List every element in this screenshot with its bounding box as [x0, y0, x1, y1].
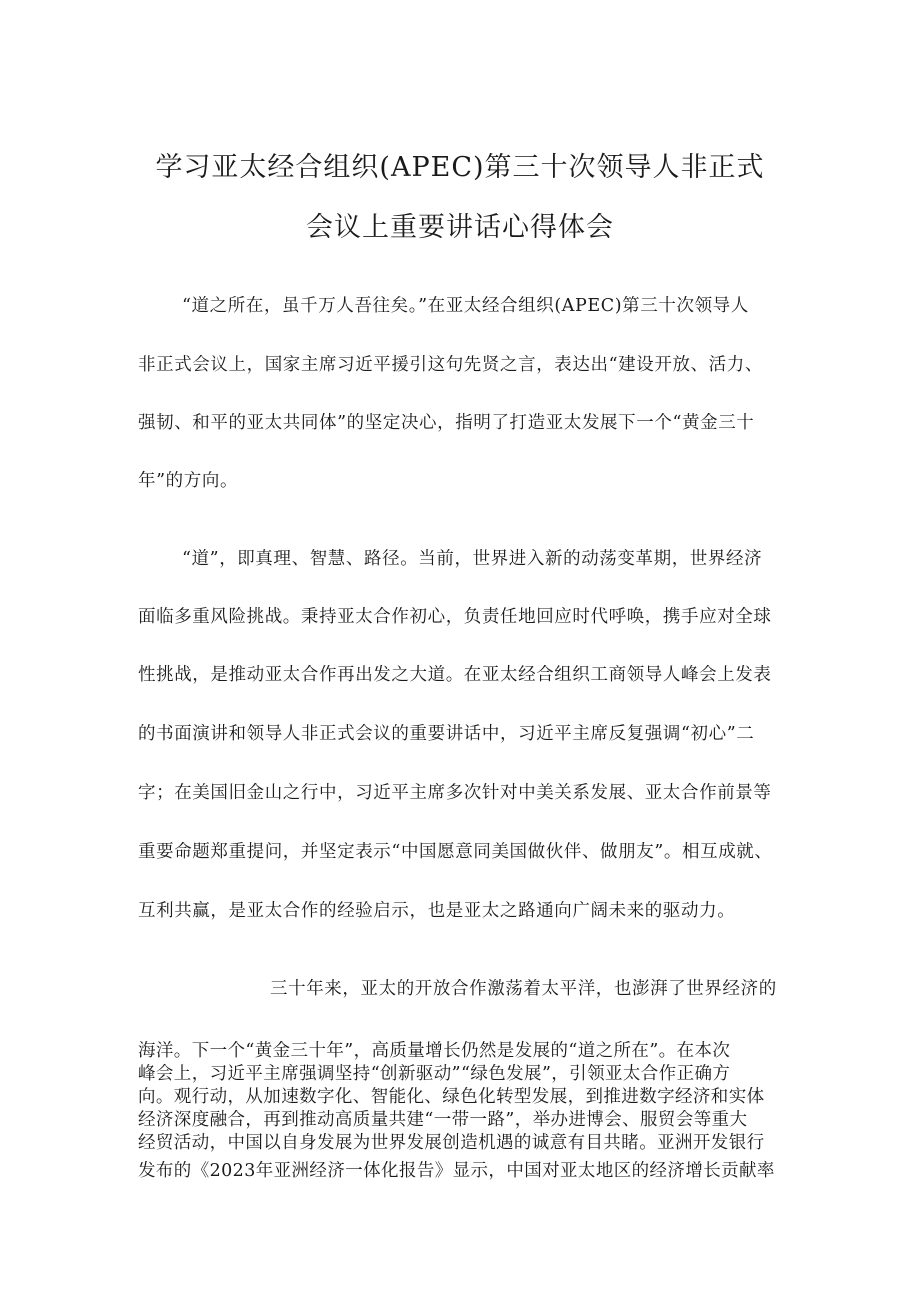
paragraph-3-line: 发布的《2023年亚洲经济一体化报告》显示，中国对亚太地区的经济增长贡献率 [138, 1161, 775, 1181]
paragraph-1-line: 强韧、和平的亚太共同体”的坚定决心，指明了打造亚太发展下一个“黄金三十 [138, 413, 755, 433]
paragraph-1-line: 年”的方向。 [138, 471, 239, 491]
paragraph-2-line: 字；在美国旧金山之行中，习近平主席多次针对中美关系发展、亚太合作前景等 [138, 783, 772, 803]
paragraph-2-line: 重要命题郑重提问，并坚定表示“中国愿意同美国做伙伴、做朋友”。相互成就、 [138, 842, 773, 862]
document-title-line-1: 学习亚太经合组织(APEC)第三十次领导人非正式 [155, 152, 765, 183]
paragraph-2-line: 互利共赢，是亚太合作的经验启示，也是亚太之路通向广阔未来的驱动力。 [138, 901, 736, 921]
paragraph-2-line: 面临多重风险挑战。秉持亚太合作初心，负责任地回应时代呼唤，携手应对全球 [138, 607, 772, 627]
paragraph-3-line: 经济深度融合，再到推动高质量共建“一带一路”，举办进博会、服贸会等重大 [138, 1110, 748, 1130]
paragraph-1-line: “道之所在，虽千万人吾往矣。”在亚太经合组织(APEC)第三十次领导人 [182, 296, 749, 316]
paragraph-3-line: 海洋。下一个“黄金三十年”，高质量增长仍然是发展的“道之所在”。在本次 [138, 1041, 731, 1061]
paragraph-2-line: 的书面演讲和领导人非正式会议的重要讲话中，习近平主席反复强调“初心”二 [138, 724, 755, 744]
paragraph-3-line: 向。观行动，从加速数字化、智能化、绿色化转型发展，到推进数字经济和实体 [138, 1087, 765, 1107]
paragraph-3-line: 经贸活动，中国以自身发展为世界发展创造机遇的诚意有目共睹。亚洲开发银行 [138, 1133, 765, 1153]
paragraph-3-line: 峰会上，习近平主席强调坚持“创新驱动”“绿色发展”，引领亚太合作正确方 [138, 1064, 731, 1084]
paragraph-2-line: “道”，即真理、智慧、路径。当前，世界进入新的动荡变革期，世界经济 [182, 549, 763, 569]
document-title-line-2: 会议上重要讲话心得体会 [306, 212, 614, 243]
paragraph-2-line: 性挑战，是推动亚太合作再出发之大道。在亚太经合组织工商领导人峰会上发表 [138, 665, 772, 685]
paragraph-3-first-line: 三十年来，亚太的开放合作激荡着太平洋，也澎湃了世界经济的 [270, 979, 777, 999]
paragraph-1-line: 非正式会议上，国家主席习近平援引这句先贤之言，表达出“建设开放、活力、 [138, 355, 763, 375]
